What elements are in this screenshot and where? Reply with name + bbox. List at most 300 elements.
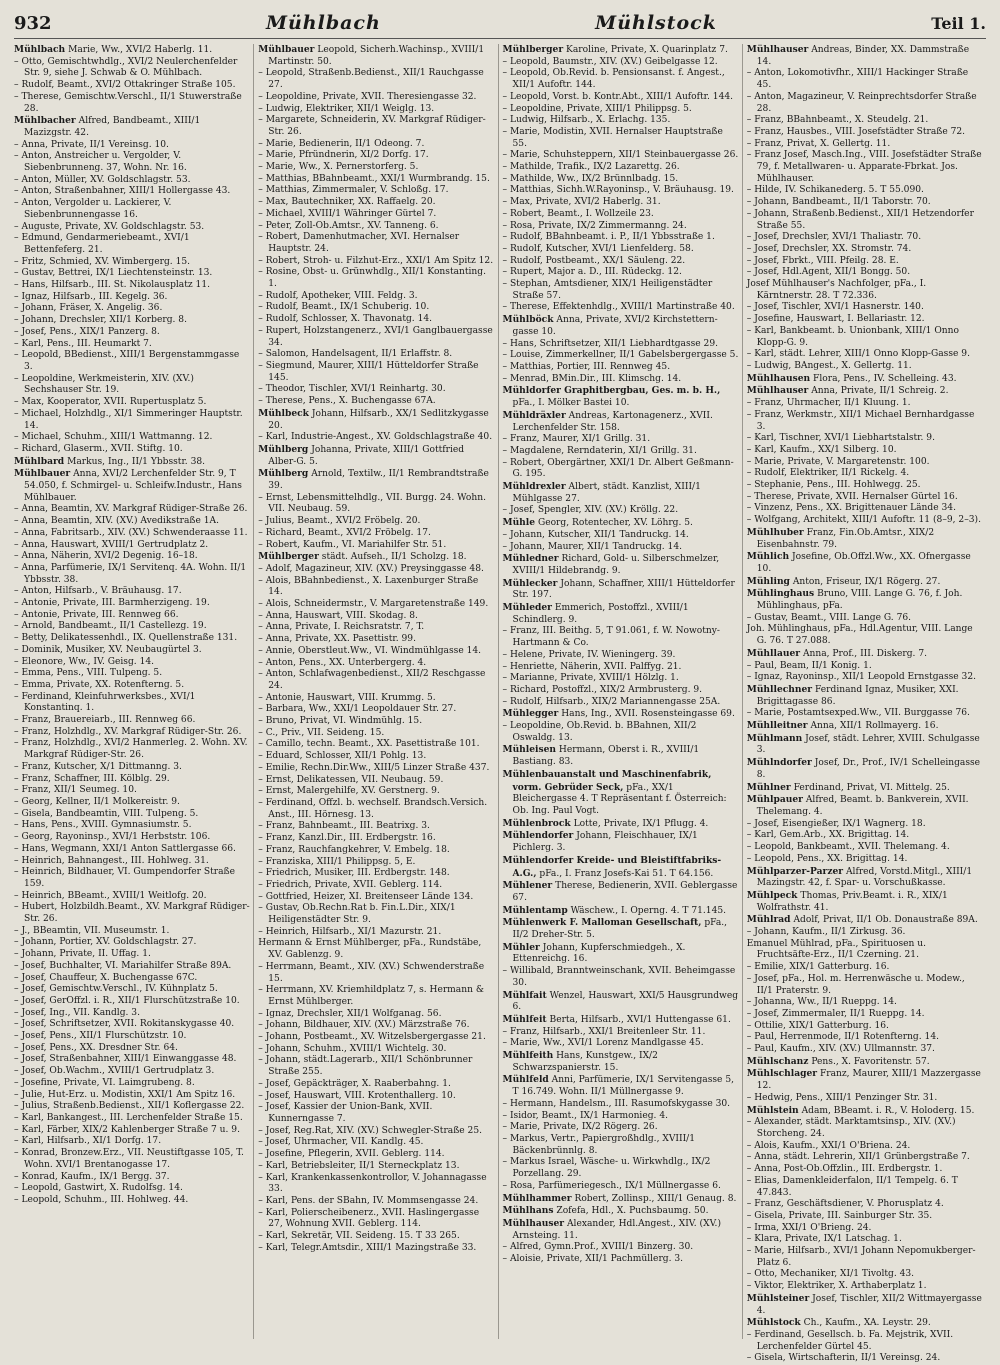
entry-text: – Therese, Gemischtw.Verschl., II/1 Stuwerstraße 28. xyxy=(14,91,242,114)
entry-surname: Mühlinghaus xyxy=(746,588,815,600)
entry-text: – Ludwig, Hilfsarb., X. Erlachg. 135. xyxy=(502,115,671,126)
directory-entry xyxy=(746,1104,983,1118)
entry-text: – Rosine, Obst- u. Grünwhdlg., XII/1 Konstanting. 1. xyxy=(258,267,487,290)
directory-entry xyxy=(502,904,739,918)
entry-text: – Hedwig, Pens., XIII/1 Penzinger Str. 31. xyxy=(746,1092,938,1103)
entry-text: – Franz, BBahnbeamt., X. Steudelg. 21. xyxy=(746,115,929,126)
directory-entry xyxy=(14,1054,250,1066)
directory-entry xyxy=(258,1055,494,1078)
entry-text: – Emilie, Rechn.Dir.Ww., XIII/5 Linzer Straße 437. xyxy=(258,762,490,773)
directory-entry xyxy=(502,708,739,721)
directory-entry xyxy=(746,1032,983,1044)
directory-entry xyxy=(502,361,739,374)
entry-text: – Karl, Betriebsleiter, II/1 Sterneckplatz 13. xyxy=(258,1160,460,1171)
directory-entry xyxy=(746,1092,983,1105)
directory-entry xyxy=(14,855,250,868)
directory-entry xyxy=(14,527,250,540)
entry-text: – Franz, Kutscher, X/1 Dittmanng. 3. xyxy=(14,761,182,772)
directory-entry xyxy=(746,1140,983,1153)
entry-text: Wenzel, Hauswart, XXI/5 Hausgrundweg 6. xyxy=(512,990,739,1013)
entry-text: – Anna, Fabritsarb., XIV. (XV.) Schwenderaasse 11. xyxy=(14,527,248,538)
entry-surname: Mühlhuber xyxy=(746,526,804,538)
directory-entry xyxy=(14,551,250,563)
directory-entry xyxy=(14,338,250,351)
entry-text: – Anna, städt. Lehrerin, XII/1 Grünbergstraße 7. xyxy=(746,1152,970,1163)
directory-entry xyxy=(746,1353,983,1365)
directory-entry xyxy=(746,325,983,349)
directory-entry xyxy=(258,1149,494,1161)
entry-text: – Max, Bautechniker, XX. Raffaelg. 20. xyxy=(258,197,436,208)
entry-text: Alfred, Beamt. b. Bankverein, XVII. Thelemang. 4. xyxy=(756,795,969,817)
entry-text: Alexander, Hdl.Angest., XIV. (XV.) Arnsteing. 11. xyxy=(512,1218,721,1241)
directory-entry xyxy=(14,1077,250,1090)
entry-text: – Josef, GerOffzl. i. R., XII/1 Flurschützstraße 10. xyxy=(14,995,240,1006)
directory-entry xyxy=(14,174,250,187)
entry-text: – Leopold, Pens., XX. Brigittag. 14. xyxy=(746,853,908,864)
entry-text: – Gottfried, Heizer, XI. Breitenseer Lände 134. xyxy=(258,891,474,902)
directory-entry xyxy=(14,539,250,552)
entry-text: – Anton, Hilfsarb., V. Bräuhausg. 17. xyxy=(14,586,182,597)
entry-text: – Paul, Beam, II/1 Konig. 1. xyxy=(746,660,872,671)
directory-entry xyxy=(14,1007,250,1020)
directory-entry xyxy=(14,761,250,774)
entry-text: Anna, Prof., III. Diskerg. 7. xyxy=(802,648,928,659)
entry-text: – Irma, XXI/1 O'Brieng. 24. xyxy=(746,1222,872,1233)
directory-entry xyxy=(258,325,494,349)
directory-entry xyxy=(14,937,250,949)
entry-surname: Mühlhauser xyxy=(746,44,809,55)
directory-entry xyxy=(14,291,250,304)
entry-text: – Marie, Pfründnerin, XI/2 Dorfg. 17. xyxy=(258,150,429,161)
entry-text: – Klara, Private, IX/1 Latschag. 1. xyxy=(746,1234,902,1245)
directory-entry xyxy=(258,622,494,634)
entry-text: – Henriette, Näherin, XVII. Palffyg. 21. xyxy=(502,661,682,672)
directory-entry xyxy=(746,588,983,612)
entry-text: Berta, Hilfsarb., XVI/1 Huttengasse 61. xyxy=(549,1014,731,1025)
entry-text: – Josef, Pens., XX. Dresdner Str. 64. xyxy=(14,1042,178,1053)
entry-text: – Betty, Delikatessenhdl., IX. Quellenstraße 131. xyxy=(14,633,238,644)
entry-text: – Konrad, Kaufm., IX/1 Bergg. 37. xyxy=(14,1171,170,1182)
entry-surname: Mühlner xyxy=(746,781,791,793)
directory-entry xyxy=(14,1101,250,1113)
directory-entry xyxy=(258,197,494,209)
entry-text: – Herrmann, XV. Kriemhildplatz 7, s. Hermann & Ernst Mühlberger. xyxy=(258,985,484,1007)
directory-entry xyxy=(258,868,494,880)
directory-entry xyxy=(746,781,983,795)
entry-text: – Therese, Private, XVII. Hernalser Gürtel 16. xyxy=(746,491,958,502)
entry-text: – Josefine, Pflegerin, XVII. Geblerg. 114. xyxy=(258,1149,445,1160)
directory-entry xyxy=(502,577,739,602)
directory-entry xyxy=(258,926,494,939)
entry-text: – Karl, Industrie-Angest., XV. Goldschlagstraße 40. xyxy=(258,432,493,443)
entry-text: – Hans, Pens., XVIII. Gymnasiumstr. 5. xyxy=(14,820,192,831)
entry-text: Zofefa, Hdl., X. Puchsbaumg. 50. xyxy=(556,1206,709,1217)
entry-text: – Josef, Fbrkt., VIII. Pfeilg. 28. E. xyxy=(746,255,899,266)
directory-entry xyxy=(746,842,983,854)
directory-entry xyxy=(502,830,739,854)
entry-text: – Franz, III. Beithg. 5, T 91.061, f. W. Nowotny-Hartmann & Co. xyxy=(502,626,720,649)
entry-text: – Auguste, Private, XV. Goldschlagstr. 53. xyxy=(14,221,205,232)
directory-entry xyxy=(258,255,494,268)
directory-entry xyxy=(14,843,250,856)
directory-entry xyxy=(258,669,494,692)
entry-text: – Robert, Stroh- u. Filzhut-Erz., XXI/1 Am Spitz 12. xyxy=(258,255,494,266)
entry-text: Leopold, Sicherh.Wachinsp., XVIII/1 Martinstr. 50. xyxy=(268,45,485,67)
directory-entry xyxy=(746,444,983,457)
directory-entry xyxy=(746,708,983,720)
entry-text: – Franz, Schaffner, III. Kölblg. 29. xyxy=(14,773,170,784)
entry-text: Johann, Hilfsarb., XX/1 Sedlitzkygasse 20. xyxy=(268,408,489,431)
entry-text: – Robert, Kaufm., VI. Mariahilfer Str. 51. xyxy=(258,539,447,550)
directory-entry xyxy=(502,1110,739,1123)
entry-text: – Johann, Fräser, X. Angelig. 36. xyxy=(14,303,163,314)
directory-entry xyxy=(746,1068,983,1092)
entry-text: – Josef, pFa., Hol. m. Herrenwäsche u. Modew., II/1 Praterstr. 9. xyxy=(746,973,965,996)
directory-entry xyxy=(14,598,250,610)
directory-entry xyxy=(746,647,983,661)
directory-entry xyxy=(502,1013,739,1027)
entry-text: Albert, städt. Kanzlist, XIII/1 Mühlgasse 27. xyxy=(512,482,701,504)
entry-text: – Josef, Drechsler, XX. Stromstr. 74. xyxy=(746,243,912,254)
column-4 xyxy=(746,44,986,1364)
entry-text: – Karl, Bankbeamt. b. Unionbank, XIII/1 Onno Klopp-G. 9. xyxy=(746,325,959,348)
entry-text: – Viktor, Elektriker, X. Arthaberplatz 1. xyxy=(746,1281,927,1292)
page-number: 932 xyxy=(14,12,52,34)
directory-entry xyxy=(14,315,250,327)
entry-text: Johann, Kupferschmiedgeh., X. Ettenreichg. 16. xyxy=(512,942,686,965)
entry-text: – Anna, Private, I. Reichsratstr. 7, T. xyxy=(258,622,425,633)
entry-text: – Josef, Zimmermaler, II/1 Rueppg. 14. xyxy=(746,1008,925,1019)
entry-text: – Elias, Damenkleiderfalon, II/1 Tempelg. 6. T 47.843. xyxy=(746,1175,958,1198)
entry-text: – Rudolf, Schlosser, X. Thavonatg. 14. xyxy=(258,314,433,325)
entry-text: städt. Aufseh., II/1 Scholzg. 18. xyxy=(321,552,467,563)
directory-entry xyxy=(258,1043,494,1056)
entry-text: – Friedrich, Musiker, III. Erdbergstr. 148. xyxy=(258,868,450,879)
directory-entry xyxy=(746,279,983,302)
entry-text: Alfred, Bandbeamt., XIII/1 Mazizgstr. 42. xyxy=(24,116,201,138)
entry-surname: Mühlich xyxy=(746,551,790,563)
entry-text: – Franziska, XIII/1 Philippsg. 5, E. xyxy=(258,856,416,867)
entry-text: pFa., XX/1 Bleichergasse 4. T Repräsentant f. Österreich: Ob. Ing. Paul Vogt. xyxy=(512,782,727,816)
entry-text: – Johann, Maurer, XII/1 Tandruckg. 14. xyxy=(502,541,683,552)
entry-text: – Gustav, Beamt., VIII. Lange G. 76. xyxy=(746,612,912,623)
entry-text: – Max, Private, XVI/2 Haberlg. 31. xyxy=(502,197,661,208)
entry-text: – Richard, Beamt., XVI/2 Fröbelg. 17. xyxy=(258,527,431,538)
entry-surname: Mühlbach xyxy=(14,44,66,55)
directory-entry xyxy=(502,314,739,338)
directory-entry xyxy=(502,505,739,517)
entry-text: – Marie, Ww., X. Pernerstorferg. 5. xyxy=(258,162,419,173)
entry-text: – Leopold, Baumstr., XIV. (XV.) Geibelgasse 12. xyxy=(502,56,718,67)
entry-text: – Marie, Hilfsarb., XVI/1 Johann Nepomukberger-Platz 6. xyxy=(746,1246,976,1268)
directory-entry xyxy=(258,575,494,599)
directory-entry xyxy=(14,902,250,925)
entry-text: – Franz, Brauereiarb., III. Rennweg 66. xyxy=(14,715,196,726)
entry-text: – Ignaz, Drechsler, XII/1 Wolfganag. 56. xyxy=(258,1008,442,1019)
entry-text: – Ferdinand, Kleinfuhrwerksbes., XVI/1 Konstantinq. 1. xyxy=(14,691,196,714)
entry-text: – Rosa, Private, IX/2 Zimmermanng. 24. xyxy=(502,220,687,231)
entry-surname: Mühlleitner xyxy=(746,720,808,732)
entry-surname: Mühler xyxy=(502,941,540,953)
directory-entry xyxy=(14,91,250,115)
directory-entry xyxy=(14,1019,250,1031)
directory-entry xyxy=(502,185,739,197)
directory-entry xyxy=(258,903,494,926)
entry-text: – Josef, Drechsler, XVI/1 Thaliastr. 70. xyxy=(746,232,922,243)
directory-entry xyxy=(746,1222,983,1235)
entry-text: Ch., Kaufm., XA. Leystr. 29. xyxy=(803,1318,931,1329)
directory-entry xyxy=(14,633,250,645)
directory-entry xyxy=(14,1148,250,1171)
entry-text: – Franz, Geschäftsdiener, V. Phorusplatz 4. xyxy=(746,1199,944,1210)
entry-text: – Hilde, IV. Schikanederg. 5. T 55.090. xyxy=(746,185,924,196)
directory-entry xyxy=(502,68,739,91)
entry-text: – Arnold, Bandbeamt., II/1 Castellezg. 19. xyxy=(14,621,207,632)
entry-text: – Edmund, Gendarmeriebeamt., XVI/1 Bettenfeferg. 21. xyxy=(14,233,190,255)
directory-entry xyxy=(14,408,250,432)
directory-entry xyxy=(14,268,250,280)
directory-entry xyxy=(502,1242,739,1254)
directory-entry xyxy=(258,232,494,255)
entry-text: – Franz, Uhrmacher, II/1 Kluung. 1. xyxy=(746,398,911,409)
entry-surname: Mühlfait xyxy=(502,989,547,1001)
entry-surname: Mühlbacher xyxy=(14,115,76,127)
entry-text: – Anna, Parfümerie, IX/1 Servitenq. 4A. Wohn. II/1 Ybbsstr. 38. xyxy=(14,562,247,585)
directory-entry xyxy=(14,867,250,890)
directory-entry xyxy=(14,679,250,692)
directory-entry xyxy=(502,768,739,818)
directory-entry xyxy=(502,649,739,662)
directory-entry xyxy=(502,1180,739,1193)
directory-entry xyxy=(258,1090,494,1103)
entry-text: – Alois, Kaufm., XXI/1 O'Briena. 24. xyxy=(746,1140,911,1151)
directory-entry xyxy=(14,1194,250,1207)
directory-entry xyxy=(14,80,250,92)
entry-text: – Rudolf, Beamt., XVI/2 Ottakringer Straße 105. xyxy=(14,80,236,91)
directory-entry xyxy=(258,384,494,396)
directory-entry xyxy=(502,91,739,104)
entry-text: – Gisela, Private, III. Sainburger Str. 35. xyxy=(746,1210,933,1221)
directory-entry xyxy=(14,115,250,139)
entry-text: – Marie, Private, V. Margaretenstr. 100. xyxy=(746,456,930,467)
entry-text: – Ernst, Malergehilfe, XV. Gerstnerg. 9. xyxy=(258,786,440,797)
entry-surname: Mühlpeck xyxy=(746,889,798,901)
entry-text: – Adolf, Magazineur, XIV. (XV.) Preysinggasse 48. xyxy=(258,563,484,574)
entry-surname: Mühleder xyxy=(502,602,552,614)
entry-text: Alfred, Vorstd.Mitgl., XIII/1 Mazingstr. 42, f. Spar- u. Vorschußkasse. xyxy=(756,866,973,889)
entry-text: – Heinrich, Hilfsarb., XI/1 Mazurstr. 21. xyxy=(258,926,442,937)
entry-text: – Emma, Private, XX. Rotenfterng. 5. xyxy=(14,679,185,690)
entry-text: – Rudolf, BBahnbeamt. i. P., II/1 Ybbsstraße 1. xyxy=(502,232,715,243)
directory-entry xyxy=(502,1254,739,1266)
directory-entry xyxy=(502,267,739,279)
directory-entry xyxy=(746,372,983,386)
entry-text: Josef, Tischler, XII/2 Wittmayergasse 4. xyxy=(756,1293,982,1316)
entry-text: – Leopold, BBedienst., XIII/1 Bergenstammgasse 3. xyxy=(14,350,240,372)
entry-text: – Stephan, Amtsdiener, XIX/1 Heiligenstädter Straße 57. xyxy=(502,279,713,301)
directory-entry xyxy=(746,1020,983,1033)
entry-text: – Karl, Sekretär, VII. Seideng. 15. T 33 265. xyxy=(258,1231,460,1242)
entry-text: – Josef, Pens., XIX/1 Panzerg. 8. xyxy=(14,326,160,337)
entry-text: – Emma, Pens., VIII. Tulpeng. 5. xyxy=(14,668,163,679)
directory-entry xyxy=(502,529,739,542)
directory-entry xyxy=(502,302,739,314)
entry-text: – Anton, Anstreicher u. Vergolder, V. Siebenbrunneng. 37, Wohn. Nr. 16. xyxy=(14,151,187,174)
entry-text: – Therese, Pens., X. Buchengasse 67A. xyxy=(258,396,436,407)
entry-text: – Josef, Uhrmacher, VII. Kandlg. 45. xyxy=(258,1137,424,1148)
entry-surname: Mühlentamp xyxy=(502,904,568,916)
directory-entry xyxy=(258,185,494,197)
entry-text: – J., BBeamtin, VII. Museumstr. 1. xyxy=(14,925,170,936)
directory-entry xyxy=(746,612,983,625)
entry-text: – Georg, Rayoninsp., XVI/1 Herbststr. 106. xyxy=(14,832,211,843)
directory-entry xyxy=(502,197,739,209)
entry-surname: Mühlegger xyxy=(502,708,559,720)
directory-entry xyxy=(14,890,250,903)
directory-entry xyxy=(14,738,250,761)
entry-text: – Johann, Kaufm., II/1 Zirkusg. 36. xyxy=(746,927,906,938)
entry-text: Josef Mühlhauser's Nachfolger, pFa., I. Kärntnerstr. 28. T 72.336. xyxy=(746,279,927,301)
entry-text: – Gustav, Ob.Rechn.Rat b. Fin.L.Dir., XIX/1 Heiligenstädter Str. 9. xyxy=(258,903,456,926)
entry-text: – Max, Kooperator, XVII. Rupertusplatz 5. xyxy=(14,397,207,408)
entry-surname: Mühldorfer Graphitbergbau, Ges. m. b. H., xyxy=(502,385,721,397)
entry-text: – Franz, Rauchfangkehrer, V. Embelg. 18. xyxy=(258,844,450,855)
right-guide-word: Mühlstock xyxy=(595,12,717,34)
entry-text: – Rupert, Major a. D., III. Rüdeckg. 12. xyxy=(502,267,682,278)
directory-entry xyxy=(746,794,983,818)
entry-text: – Josef, Reg.Rat, XIV. (XV.) Schwegler-Straße 25. xyxy=(258,1125,483,1136)
directory-entry xyxy=(14,432,250,444)
entry-text: – Franz, Holzhdlg., XVI/2 Hanmerleg. 2. Wohn. XV. Markgraf Rüdiger-Str. 26. xyxy=(14,738,248,761)
entry-text: – Robert, Damenhutmacher, XVI. Hernalser Hauptstr. 24. xyxy=(258,232,460,254)
entry-text: – Leopoldine, Private, XVII. Theresiengasse 32. xyxy=(258,91,477,102)
entry-surname: Mühlhammer xyxy=(502,1192,572,1204)
entry-text: – Friedrich, Private, XVII. Geblerg. 114. xyxy=(258,879,443,890)
directory-entry xyxy=(258,290,494,303)
entry-text: – Anna, Hauswart, VIII. Skodag. 8. xyxy=(258,610,418,621)
entry-surname: Mühlbard xyxy=(14,455,65,467)
directory-entry xyxy=(258,173,494,186)
entry-surname: Mühlfeld xyxy=(502,1074,549,1086)
entry-text: – Margarete, Schneiderin, XV. Markgraf Rüdiger-Str. 26. xyxy=(258,115,486,137)
entry-text: – Bruno, Privat, VI. Windmühlg. 15. xyxy=(258,716,423,727)
directory-entry xyxy=(746,624,983,647)
entry-surname: Mühlstein xyxy=(746,1104,799,1116)
entry-text: – Karl, Gem.Arb., XX. Brigittag. 14. xyxy=(746,830,910,841)
directory-entry xyxy=(14,972,250,985)
directory-entry xyxy=(258,162,494,174)
entry-text: – Peter, Zoll-Ob.Amtsr., XV. Tanneng. 6. xyxy=(258,220,439,231)
directory-entry xyxy=(14,773,250,786)
entry-text: – Leopold, Gastwirt, X. Rudolfsg. 14. xyxy=(14,1183,183,1194)
directory-entry xyxy=(14,586,250,598)
entry-surname: Mühlhausen xyxy=(746,372,811,384)
entry-text: Emanuel Mühlrad, pFa., Spirituosen u. Fruchtsäfte-Erz., II/1 Czerning. 21. xyxy=(746,938,926,961)
entry-text: – Franz, Privat, X. Gellertg. 11. xyxy=(746,138,891,149)
directory-entry xyxy=(746,197,983,209)
directory-entry xyxy=(502,457,739,481)
entry-text: – Hubert, Holzbildh.Beamt., XV. Markgraf Rüdiger-Str. 26. xyxy=(14,902,250,925)
entry-text: Hermann, Oberst i. R., XVIII/1 Bastiang. 83. xyxy=(512,745,700,768)
entry-text: – Herrmann, Beamt., XIV. (XV.) Schwenderstraße 15. xyxy=(258,961,485,984)
directory-entry xyxy=(502,350,739,362)
entry-text: – Mathilde, Ww., IX/2 Brünnlbadg. 15. xyxy=(502,173,679,184)
directory-entry xyxy=(746,138,983,151)
entry-surname: Mühllechner xyxy=(746,683,813,695)
entry-text: – Karl, Hilfsarb., XI/1 Dorfg. 17. xyxy=(14,1136,162,1147)
entry-text: – Josefine, Private, VI. Laimgrubeng. 8. xyxy=(14,1077,195,1088)
entry-text: – Ludwig, Elektriker, XII/1 Weiglg. 13. xyxy=(258,103,435,114)
directory-entry xyxy=(746,683,983,708)
entry-text: Johann, Schaffner, XIII/1 Hütteldorfer Str. 197. xyxy=(512,578,735,601)
directory-entry xyxy=(14,1066,250,1078)
entry-text: – Matthias, Zimmermaler, V. Schloßg. 17. xyxy=(258,185,449,196)
entry-surname: Mühlenwerk F. Malloman Gesellschaft, xyxy=(502,917,702,929)
entry-text: – Hermann, Handelsm., III. Rasumofskygasse 30. xyxy=(502,1098,731,1109)
entry-text: – Alfred, Gymn.Prof., XVIII/1 Binzerg. 30. xyxy=(502,1242,694,1253)
directory-entry xyxy=(258,208,494,221)
entry-text: – Anton, Schlafwagenbedienst., XII/2 Reschgasse 24. xyxy=(258,669,486,691)
entry-text: – Otto, Mechaniker, XI/1 Tivoltg. 43. xyxy=(746,1269,915,1280)
entry-text: – Johann, Drechsler, XII/1 Korberg. 8. xyxy=(14,315,187,326)
directory-entry xyxy=(502,917,739,941)
entry-text: – Robert, Obergärtner, XXI/1 Dr. Albert Geßmann-G. 195. xyxy=(502,457,734,480)
directory-entry xyxy=(14,350,250,373)
entry-text: – Salomon, Handelsagent, II/1 Erlaffstr. 8. xyxy=(258,349,453,360)
directory-entry xyxy=(502,1026,739,1039)
directory-entry xyxy=(258,1078,494,1091)
directory-entry xyxy=(502,744,739,768)
directory-entry xyxy=(14,832,250,844)
directory-entry xyxy=(746,672,983,684)
entry-text: – Anna, Beamtin, XV. Markgraf Rüdiger-Straße 26. xyxy=(14,504,248,515)
directory-entry xyxy=(502,409,739,434)
directory-entry xyxy=(14,280,250,292)
entry-text: – Franz, XII/1 Seumeg. 10. xyxy=(14,785,137,796)
entry-text: – Johanna, Ww., II/1 Rueppg. 14. xyxy=(746,997,897,1008)
directory-entry xyxy=(502,126,739,150)
entry-surname: Mühlschanz xyxy=(746,1055,809,1067)
directory-entry xyxy=(746,1055,983,1069)
directory-entry xyxy=(746,1234,983,1246)
entry-surname: Mühlpauer xyxy=(746,794,803,806)
directory-entry xyxy=(746,962,983,974)
entry-surname: Mühlfeith xyxy=(502,1050,554,1062)
entry-text: – Anton, Magazineur, V. Reinprechtsdorfer Straße 28. xyxy=(746,91,977,114)
entry-text: Josef, städt. Lehrer, XVIII. Schulgasse 3. xyxy=(756,733,980,756)
directory-entry xyxy=(746,1164,983,1176)
entry-text: Johann, Fleischhauer, IX/1 Pichlerg. 3. xyxy=(512,831,698,854)
directory-entry xyxy=(502,1205,739,1218)
directory-entry xyxy=(258,396,494,408)
directory-entry xyxy=(258,716,494,728)
directory-entry xyxy=(746,468,983,480)
directory-entry xyxy=(502,1192,739,1206)
entry-text: – Anna, Näherin, XVI/2 Degenig. 16–18. xyxy=(14,551,198,562)
entry-surname: Mühldrexler xyxy=(502,481,566,493)
entry-text: – Josef, Hauswart, VIII. Krotenthallerg. 10. xyxy=(258,1090,456,1101)
entry-text: Lotte, Private, IX/1 Pflugg. 4. xyxy=(573,818,709,829)
directory-entry xyxy=(502,445,739,458)
entry-text: Thomas, Priv.Beamt. i. R., XIX/1 Wolfrathstr. 41. xyxy=(756,890,948,913)
directory-entry xyxy=(258,138,494,151)
directory-entry xyxy=(502,941,739,966)
directory-entry xyxy=(14,504,250,516)
directory-entry xyxy=(502,817,739,831)
entry-text: – Johann, Bildhauer, XIV. (XV.) Märzstraße 76. xyxy=(258,1020,470,1031)
entry-surname: Mühlböck xyxy=(502,314,554,326)
entry-text: – Aloisie, Private, XII/1 Pachmüllerg. 3. xyxy=(502,1254,684,1265)
